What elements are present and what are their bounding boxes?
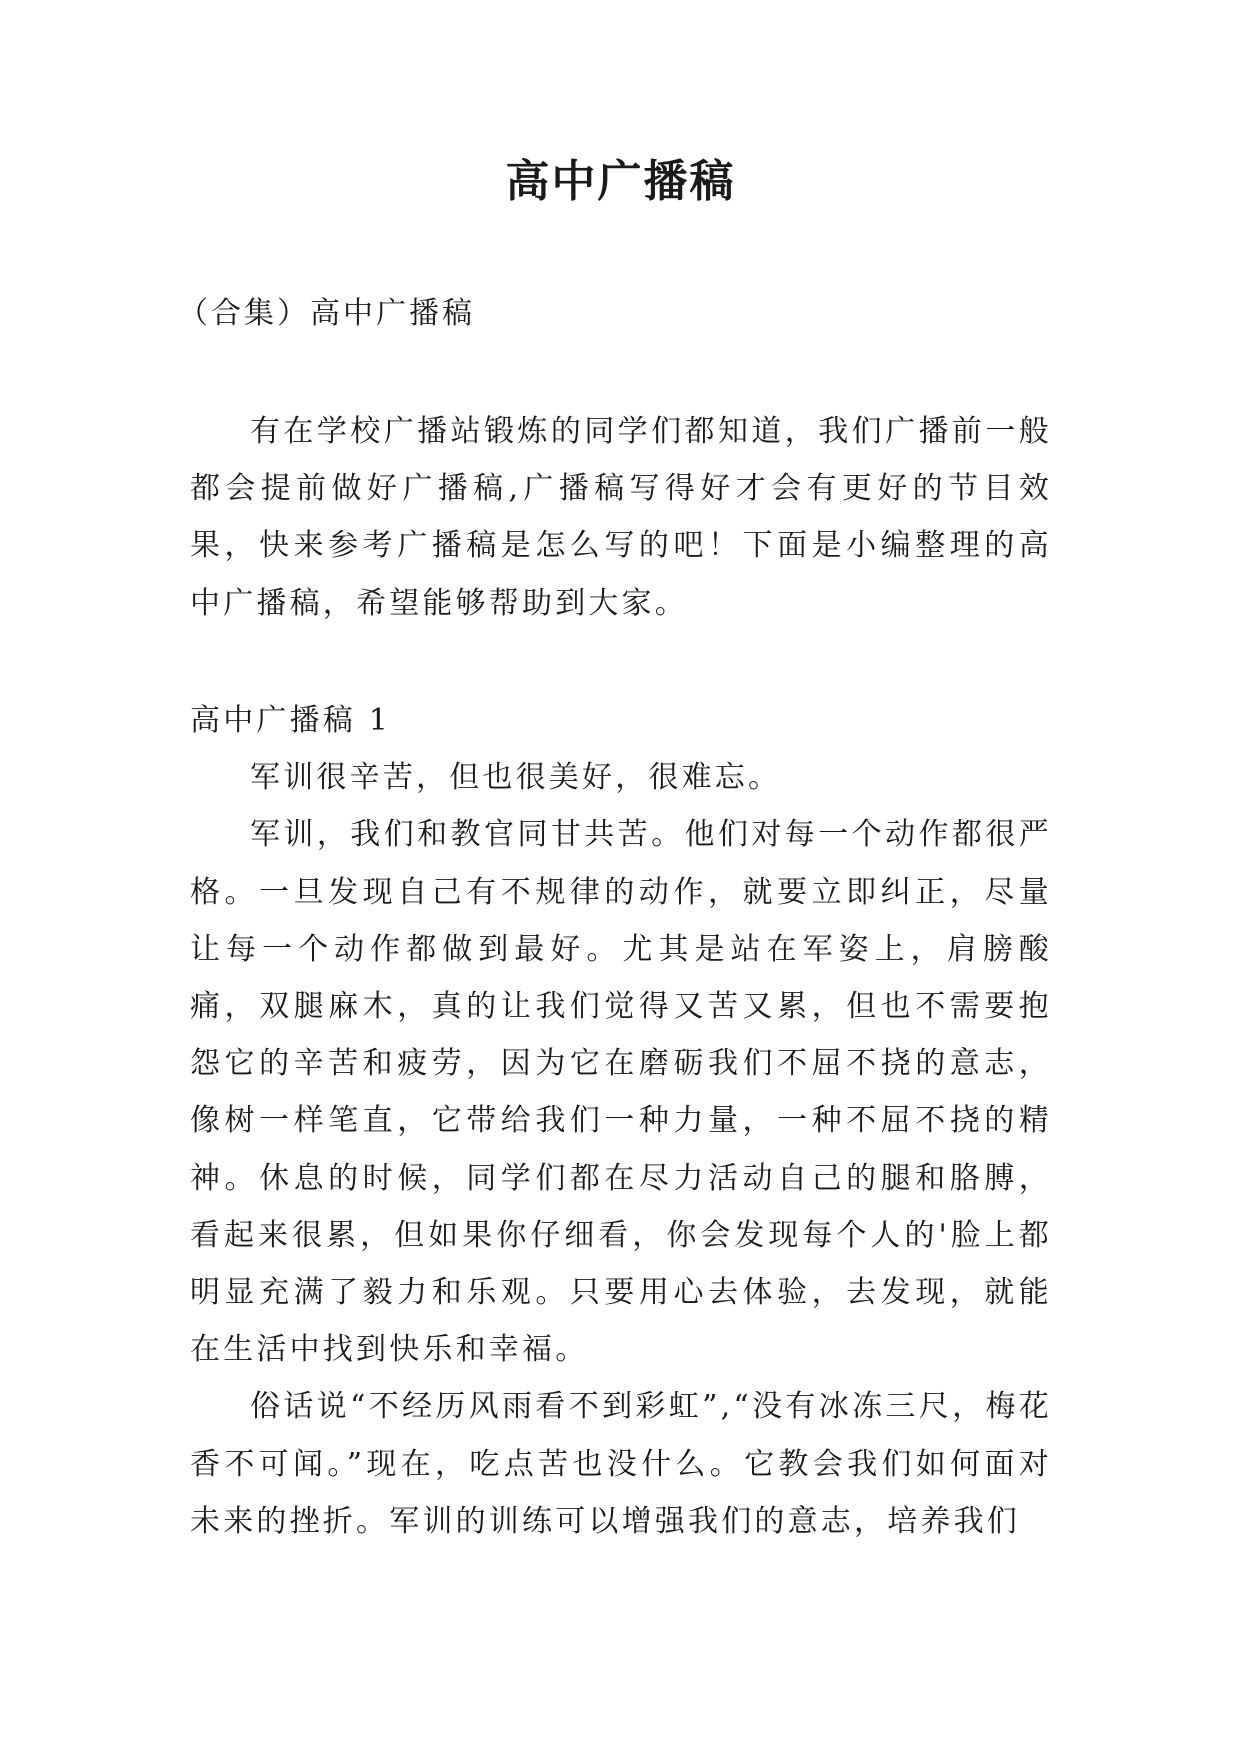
intro-paragraph: 有在学校广播站锻炼的同学们都知道，我们广播前一般都会提前做好广播稿,广播稿写得好才会有更好的节目效果，快来参考广播稿是怎么写的吧！下面是小编整理的高中广播稿，希望能够帮助到大家。	[190, 414, 1052, 621]
intro-block	[190, 403, 1052, 632]
document-title: 高中广播稿	[505, 156, 736, 207]
body-paragraph-2: 军训，我们和教官同甘共苦。他们对每一个动作都很严格。一旦发现自己有不规律的动作，就要立即纠正，尽量让每一个动作都做到最好。尤其是站在军姿上，肩膀酸痛，双腿麻木，真的让我们觉得又苦又累，但也不需要抱怨它的辛苦和疲劳，因为它在磨砺我们不屈不挠的意志，像树一样笔直，它带给我们一种力量，一种不屈不挠的精神。休息的时候，同学们都在尽力活动自己的腿和胳膊，看起来很累，但如果你仔细看，你会发现每个人的'脸上都明显充满了毅力和乐观。只要用心去体验，去发现，就能在生活中找到快乐和幸福。	[190, 817, 1052, 1368]
body-paragraph-3: 俗话说“不经历风雨看不到彩虹”,“没有冰冻三尺，梅花香不可闻。”现在，吃点苦也没什么。它教会我们如何面对未来的挫折。军训的训练可以增强我们的意志，培养我们	[190, 1389, 1052, 1539]
document-subtitle: （合集）高中广播稿	[178, 296, 475, 331]
section-heading: 高中广播稿 1	[190, 703, 392, 738]
body-paragraph-1: 军训很辛苦，但也很美好，很难忘。	[250, 760, 782, 796]
section-1	[190, 692, 1052, 1550]
